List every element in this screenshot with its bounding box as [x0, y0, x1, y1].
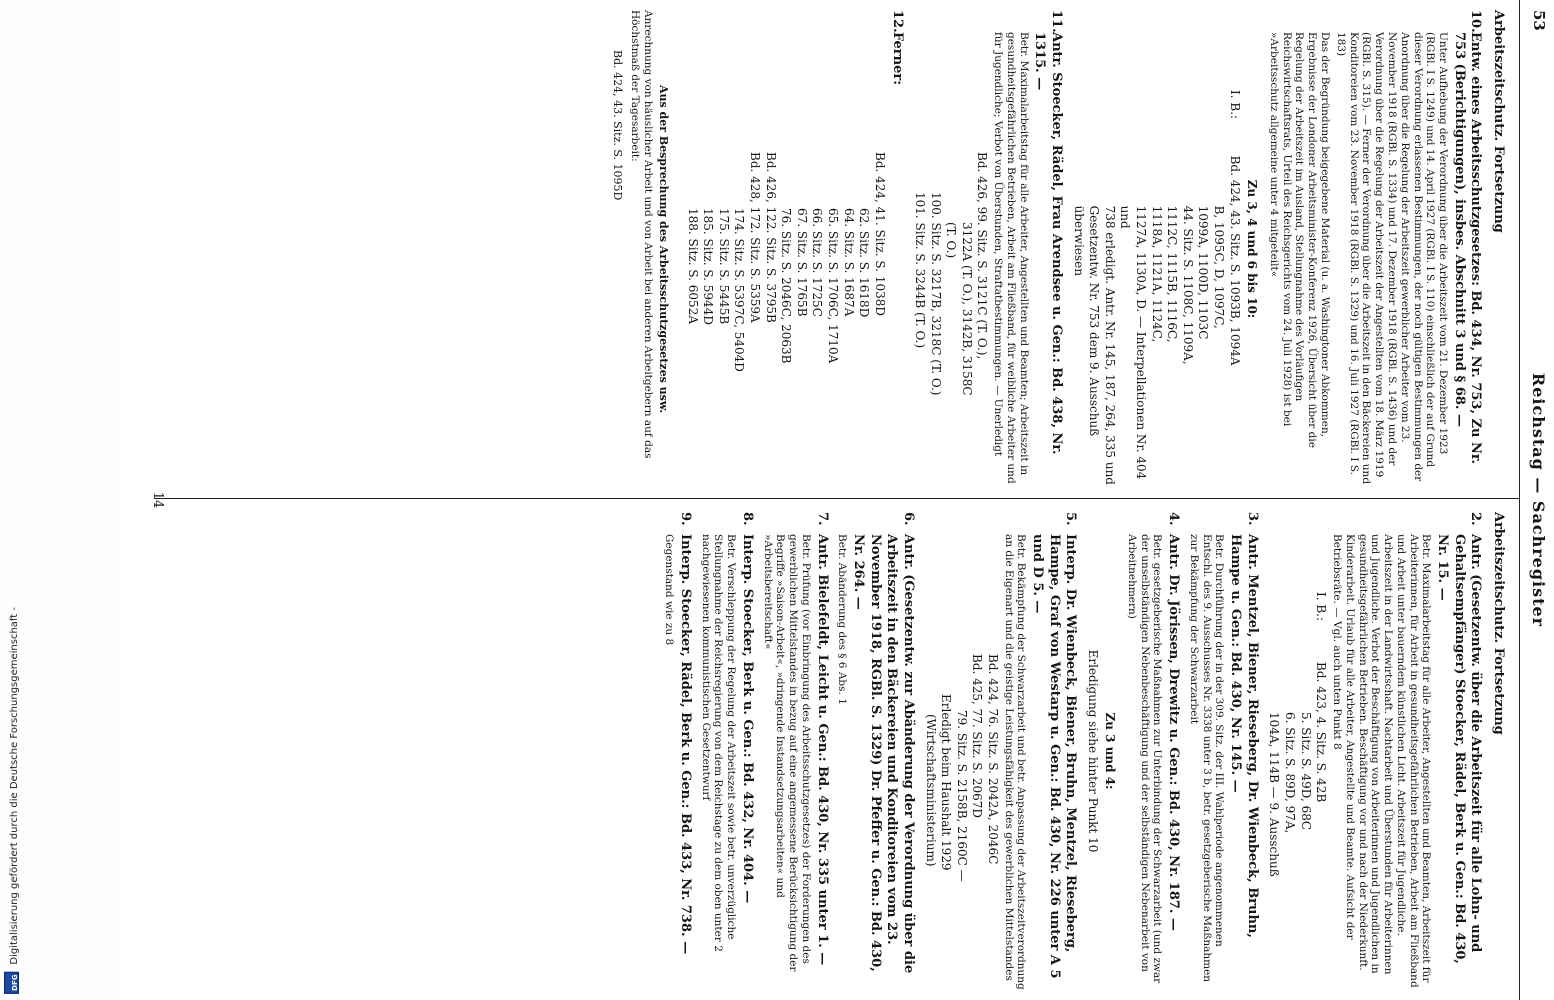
entry-3 — [1187, 512, 1260, 990]
entry-description: Gegenstand wie zu 8 — [663, 534, 676, 646]
entry-description: Unter Aufhebung der Verordnung über die Arbeitszeit vom 21. Dezember 1923 (RGBl. I S. 1249) und 14. April 1927 (RGBl. I S. 110) einschließlich der auf Grund dieser Verordnung erlassenen Bestimmungen, der noch gültigen Bestimmungen der Anordnung über die Regelung der Arbeitszeit gewerblicher Arbeiter vom 23. November 1918 (RGBl. S. 1334) und 17. Dezember 1918 (RGBl. S. 1436) und der Verordnung über die Regelung der Arbeitszeit der Angestellten vom 18. März 1919 (RGBl. S. 315). — Ferner der Verordnung über die Arbeitszeit in den Bäckereien und Konditoreien vom 23. November 1918 (RGBl. S. 1329) und 16. Juli 1927 (RGBl. I S. 183) — [1334, 32, 1450, 485]
entry-6 — [836, 512, 916, 990]
reference-label: I. B.: — [1314, 592, 1329, 622]
right-column — [662, 512, 1506, 990]
entry-references — [684, 152, 887, 488]
entry-description: Betr. gesetzgeberische Maßnahmen zur Unterbindung der Schwarzarbeit (und zwar der unselbständigen Nebenbeschäftigung und der selbständigen Nebenarbeit von Arbeitnehmern) — [1125, 534, 1164, 984]
reference-line: Bd. 424, 76. Sitz. S. 2042A, 2046C — [985, 654, 1000, 865]
entry-11 — [911, 10, 1064, 488]
page-number: 53 — [1530, 10, 1548, 31]
entry-lead: Antr. Stoecker, Rädel, Frau Arendsee u. Gen.: Bd. 438, Nr. 1315. — — [1032, 32, 1065, 455]
reference-line: 175. Sitz. S. 5445B — [716, 208, 731, 325]
entry-number: 6. — [900, 512, 916, 526]
entry-10 — [1267, 10, 1483, 488]
entry-4 — [1125, 512, 1181, 990]
left-column — [610, 10, 1506, 488]
reference-line: 65. Sitz. S. 1706C, 1710A — [826, 208, 841, 364]
reference-line: 79. Sitz. S. 2158B, 2160C — — [954, 710, 969, 882]
reference-line: Bd. 424, 41. Sitz. S. 1038D — [872, 152, 887, 316]
reference-line: (Wirtschaftsministerium) — [923, 714, 938, 867]
discussion-reference: Bd. 424, 43. Sitz. S. 1095D — [611, 50, 625, 201]
discussion-text: Anrechnung von häuslicher Arbeit und von Arbeit bei anderen Arbeitgebern auf das Höchstmaß der Tagesarbeit: — [629, 10, 655, 459]
entry-number: 11. — [1049, 10, 1065, 33]
entry-9 — [662, 512, 692, 990]
reference-line: 67. Sitz. S. 1765B — [794, 208, 809, 317]
reference-line: 1118A, 1121A, 1124C, — [1149, 205, 1164, 343]
reference-line: 1127A, 1130A, D. — Interpellationen Nr. 404 und — [1118, 205, 1149, 480]
reference-line: 1099A, 1100D, 1103C — [1196, 205, 1211, 340]
reference-line: 62. Sitz. S. 1618D — [857, 208, 872, 318]
reference-line: Bd. 425, 77. Sitz. S. 2067D — [970, 654, 985, 818]
entry-number: 9. — [677, 512, 693, 526]
rotated-page — [120, 0, 1554, 1000]
entry-2 — [1330, 512, 1483, 990]
entry-description: Betr. Durchführung der in der 309. Sitz. der III. Wahlperiode angenommenen Entschl. des 9. Ausschusses Nr. 3338 unter 3 b, betr. gesetzgeberische Maßnahmen zur Bekämpfung der Schwarzarbeit — [1187, 534, 1226, 983]
entry-number: 7. — [814, 512, 830, 526]
subheading-zu-3-4-6-10: Zu 3, 4 und 6 bis 10: — [1244, 179, 1259, 319]
section-heading: Arbeitszeitschutz. Fortsetzung — [1491, 10, 1506, 233]
column-divider — [154, 498, 1520, 499]
entry-description: Betr. Bekämpfung der Schwarzarbeit und betr. Anpassung der Arbeitszeitverordnung an die Eigenart und die geistige Leistungsfähigkeit des gewerblichen Mittelstandes — [1002, 534, 1028, 990]
reference-line: 44. Sitz. S. 1108C, 1109A, — [1180, 205, 1195, 365]
dfg-logo-icon: DFG — [4, 972, 19, 994]
entry-12 — [684, 10, 905, 488]
reference-block — [1266, 592, 1328, 990]
entry-lead: Interp. Stoecker, Berk u. Gen.: Bd. 432, Nr. 404. — — [739, 534, 755, 904]
reference-line: 6. Sitz. S. 89D, 97A, — [1282, 712, 1297, 834]
entry-description: Betr. Verschleppung der Regelung der Arbeitszeit sowie betr. unverzügliche Stellungnahme der Reichsregierung von dem Reichstage zu dem oben unter 2 nachgewiesenen kommunistischen Gesetzentwurf — [699, 534, 738, 952]
entry-lead: Ferner: — [890, 32, 906, 86]
entry-number: 4. — [1166, 512, 1182, 526]
page-title: Reichstag — Sachregister — [1529, 372, 1548, 628]
reference-line: 3122A (T. O.), 3142B, 3158C — [959, 222, 974, 396]
reference-block — [1070, 90, 1242, 488]
entry-number: 8. — [739, 512, 755, 526]
page-header — [1514, 0, 1554, 1000]
entry-description: Betr. Prüfung (vor Einbringung des Arbeitsschutzgesetzes) der Forderungen des gewerblichen Mittelstandes in bezug auf eine angemessene Berücksichtigung der Begriffe »Saison-Arbeit«, »dringende Instandsetzungsarbeiten« und »Arbeitsbereitschaft« — [761, 534, 813, 972]
header-rule — [1519, 0, 1520, 1000]
entry-5 — [922, 512, 1078, 990]
reference-line: Gesetzentw. Nr. 753 dem 9. Ausschuß überwiesen — [1071, 205, 1102, 437]
entry-description: Betr. Maximalarbeitstag für alle Arbeiter, Angestellten und Beamten, Arbeitszeit für Arbeiterinnen, für Arbeit in gesundheitsgefährlichen Betrieben, Arbeit am Fließband und Arbeit unter bauerndem künstlichen Licht. Arbeitszeit für Jugendliche. Arbeitszeit in der Landwirtschaft. Nachtarbeit und Überstunden für Arbeiterinnen und Jugendliche. Verbot der Beschäftigung von Arbeiterinnen und Jugendlichen in gesundheitsgefährlichen Betrieben. Beschäftigung vor und nach der Niederkunft. Kinderarbeit. Urlaub für alle Arbeiter, Angestellte und Beamte. Aufsicht der Betriebsräte. — Vgl. auch unten Punkt 8 — [1330, 534, 1433, 988]
entry-description: Betr. Maximalarbeitstag für alle Arbeiter, Angestellten und Beamten; Arbeitszeit in gesundheitsgefährlichen Betrieben, Arbeit am Fließband, für weibliche Arbeiter und für Jugendliche; Verbot von Überstunden, Straftatbestimmungen. — Unerledigt — [992, 32, 1030, 484]
reference-line: Bd. 428, 172. Sitz. S. 5359A — [748, 152, 763, 323]
subheading-zu-3-4: Zu 3 und 4: — [1103, 712, 1118, 790]
reference-line: 101. Sitz. S. 3244B (T. O.) — [913, 192, 928, 349]
reference-line: (T. O.) — [944, 222, 959, 259]
reference-line: 1112C, 1115B, 1116C, — [1165, 205, 1180, 343]
entry-lead: Antr. Bielefeldt, Leicht u. Gen.: Bd. 430, Nr. 335 unter 1. — — [814, 534, 830, 966]
reference-line: 738 erledigt. Antr. Nr. 145, 187, 264, 335 und — [1102, 205, 1117, 485]
entry-lead: Interp. Dr. Wienbeck, Biener, Bruhn, Mentzel, Rieseberg, Hampe, Graf von Westarp u. Gen.: Bd. 430, Nr. 226 unter A 5 und D 5. — — [1030, 534, 1079, 979]
reference-line: Bd. 423, 4. Sitz. S. 42B — [1314, 662, 1329, 803]
section-heading: Arbeitszeitschutz. Fortsetzung — [1491, 512, 1506, 735]
entry-lead: Entw. eines Arbeitsschutzgesetzes: Bd. 434, Nr. 753, Zu Nr. 753 (Berichtigungen), insbes. Abschnitt 3 und § 68. — — [1451, 32, 1484, 465]
entry-lead: Antr. Mentzel, Biener, Rieseberg, Dr. Wienbeck, Bruhn, Hampe u. Gen.: Bd. 430, Nr. 145. — — [1228, 534, 1260, 938]
reference-line: Bd. 426, 122. Sitz. S. 3795B — [763, 152, 778, 323]
entry-lead: Antr. (Gesetzentw. zur Abänderung der Verordnung über die Arbeitszeit in den Bäckereien und Konditoreien vom 23. November 1918, RGBl. S. 1329) Dr. Pfeffer u. Gen.: Bd. 430, Nr. 264. — — [851, 534, 916, 974]
digitization-credit — [4, 607, 20, 994]
reference-label: I. B.: — [1227, 90, 1242, 120]
entry-lead: Antr. Dr. Jörissen, Drewitz u. Gen.: Bd. 430, Nr. 187. — — [1166, 534, 1182, 931]
entry-references — [922, 654, 1000, 990]
reference-line: Bd. 426, 99. Sitz. S. 3121C (T. O.), — [975, 152, 990, 360]
credit-text: Digitalisierung gefördert durch die Deutsche Forschungsgemeinschaft - — [9, 607, 20, 965]
reference-line: 66. Sitz. S. 1725C — [810, 208, 825, 317]
reference-line: 188. Sitz. S. 6052A — [685, 208, 700, 324]
entry-references — [911, 152, 989, 488]
entry-number: 12. — [890, 10, 906, 33]
entry-8 — [699, 512, 755, 990]
entry-number: 5. — [1063, 512, 1079, 526]
entry-number: 10. — [1468, 10, 1484, 33]
reference-line: 185. Sitz. S. 5944D — [701, 208, 716, 325]
footer-page-number: 14 — [150, 491, 165, 509]
reference-line: 174. Sitz. S. 5397C, 5404D — [732, 208, 747, 372]
discussion-heading: Aus der Besprechung des Arbeitsschutzgesetzes usw. — [657, 84, 671, 414]
reference-line: 100. Sitz. S. 3217B, 3218C (T. O.) — [928, 192, 943, 396]
entry-number: 3. — [1244, 512, 1260, 526]
entry-lead: Interp. Stoecker, Rädel, Berk u. Gen.: Bd. 433, Nr. 738. — — [677, 534, 693, 955]
reference-line: 64. Sitz. S. 1687A — [841, 208, 856, 317]
reference-line: B, 1095C, D, 1097C, — [1212, 205, 1227, 329]
entry-lead: Antr. (Gesetzentw. über die Arbeitszeit für alle Lohn- und Gehaltsempfänger) Stoecker, Rädel, Berk u. Gen.: Bd. 430, Nr. 15. — — [1435, 534, 1484, 964]
reference-line: Erledigt beim Haushalt 1929 — [939, 694, 954, 871]
reference-line: 104A, 114B — 9. Ausschuß — [1267, 712, 1282, 877]
entry-note: Das der Begründung beigegebene Material (u. a. Washingtoner Abkommen, Ergebnisse der Londoner Arbeitsminister-Konferenz 1926, Übersicht über die Regelung der Arbeitszeit im Ausland, Stellungnahme des Vorläufigen Reichswirtschaftsrats, Urteil des Reichsgerichts vom 24. Juli 1928) ist bei »Arbeitsschutz allgemeine unter 4 mitgeteilt« — [1267, 32, 1331, 448]
entry-number: 2. — [1468, 512, 1484, 526]
entry-7 — [761, 512, 830, 990]
reference-line: 5. Sitz. S. 49D, 68C — [1298, 712, 1313, 831]
reference-line: Bd. 424, 43. Sitz. S. 1093B, 1094A — [1227, 155, 1242, 366]
reference-line: 76. Sitz. S. 2046C, 2063B — [779, 208, 794, 364]
entry-description: Betr. Abänderung des § 6 Abs. 1 — [836, 534, 849, 705]
subheading-text: Erledigung siehe hinter Punkt 10 — [1085, 649, 1100, 853]
